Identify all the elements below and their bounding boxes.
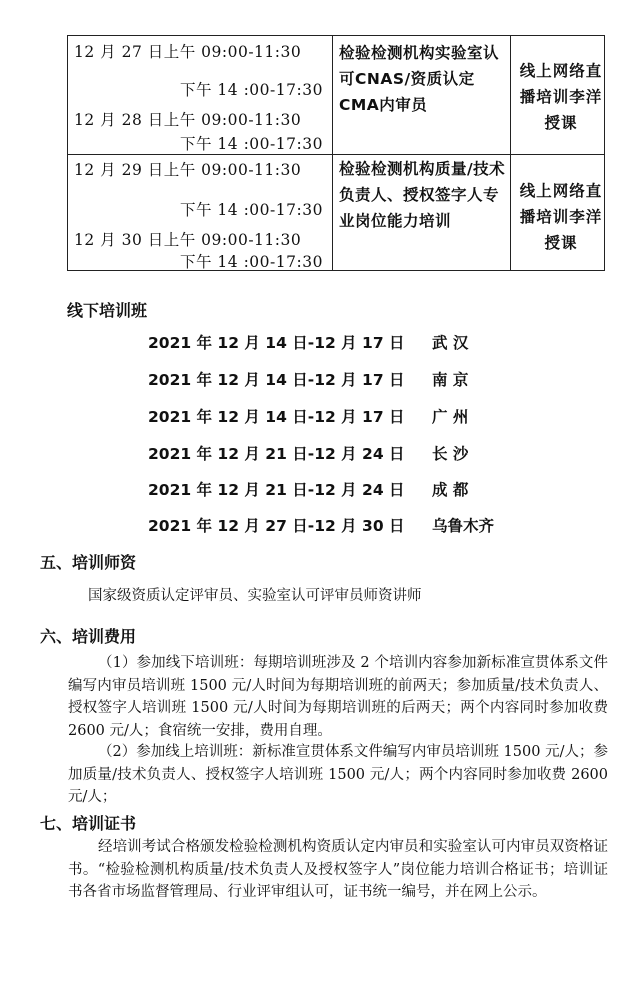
time-slot: 12 月 28 日上午 09:00-11:30 [74,111,302,129]
time-slot: 下午 14 :00-17:30 [180,81,323,99]
offline-session [148,331,469,353]
course-name: 检验检测机构实验室认可CNAS/资质认定CMA内审员 [339,44,500,114]
session-date: 2021 年 12 月 21 日-12 月 24 日 [148,481,405,499]
time-slot: 下午 14 :00-17:30 [180,201,323,219]
offline-heading: 线下培训班 [67,301,148,320]
session-city: 广 州 [432,408,469,426]
time-slot: 下午 14 :00-17:30 [180,135,323,153]
delivery-mode: 线上网络直播培训李洋授课 [519,62,603,132]
section-heading: 六、培训费用 [40,627,137,646]
session-city: 长 沙 [432,445,469,463]
course-name: 检验检测机构质量/技术负责人、授权签字人专业岗位能力培训 [339,160,506,230]
session-date: 2021 年 12 月 21 日-12 月 24 日 [148,445,405,463]
schedule-table [67,35,605,271]
fee-paragraph: （2）参加线上培训班：新标准宣贯体系文件编写内审员培训班 1500 元/人；参加质量/技术负责人、授权签字人培训班 1500 元/人；两个内容同时参加收费 2600 元/人； [68,744,608,805]
time-slot: 12 月 29 日上午 09:00-11:30 [74,161,302,179]
offline-session [148,442,469,464]
session-city: 南 京 [432,371,469,389]
session-date: 2021 年 12 月 14 日-12 月 17 日 [148,334,405,352]
table-row [68,154,604,270]
offline-session [148,368,469,390]
session-city: 成 都 [432,481,469,499]
time-slot: 12 月 27 日上午 09:00-11:30 [74,43,302,61]
offline-session [148,478,469,500]
delivery-mode: 线上网络直播培训李洋授课 [519,182,603,252]
session-city: 武 汉 [432,334,469,352]
session-date: 2021 年 12 月 14 日-12 月 17 日 [148,408,405,426]
section-heading: 七、培训证书 [40,814,137,833]
time-slot: 下午 14 :00-17:30 [180,253,323,271]
table-row [68,36,604,155]
session-date: 2021 年 12 月 14 日-12 月 17 日 [148,371,405,389]
certificate-paragraph: 经培训考试合格颁发检验检测机构资质认定内审员和实验室认可内审员双资格证书。“检验检测机构质量/技术负责人及授权签字人”岗位能力培训合格证书；培训证书各省市场监督管理局、行业评审组认可，证书统一编号，并在网上公示。 [68,839,608,900]
offline-session [148,514,495,536]
fee-paragraph: （1）参加线下培训班：每期培训班涉及 2 个培训内容参加新标准宣贯体系文件编写内审员培训班 1500 元/人时间为每期培训班的前两天；参加质量/技术负责人、授权签字人培训班 1500 元/人时间为每期培训班的后两天；两个内容同时参加收费 2600 元/人；食宿统一安排，费用自理。 [68,655,608,739]
time-slot: 12 月 30 日上午 09:00-11:30 [74,231,302,249]
session-date: 2021 年 12 月 27 日-12 月 30 日 [148,517,405,535]
session-city: 乌鲁木齐 [432,517,495,535]
offline-session [148,405,469,427]
section-text: 国家级资质认定评审员、实验室认可评审员师资讲师 [88,588,422,604]
section-heading: 五、培训师资 [40,553,137,572]
